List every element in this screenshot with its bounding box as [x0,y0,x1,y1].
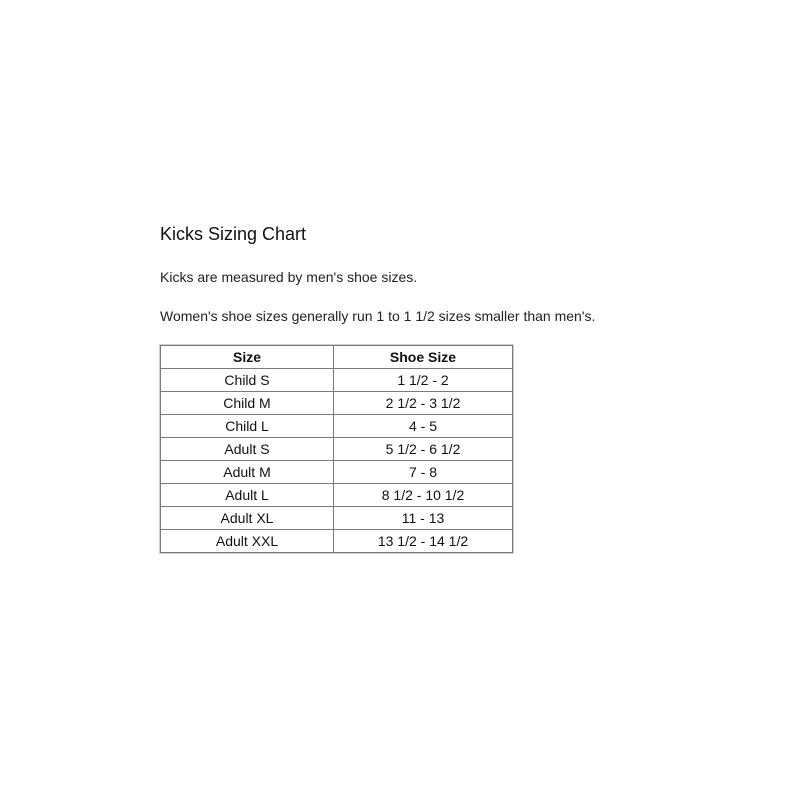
size-cell: Child S [161,369,334,392]
table-row [161,461,513,484]
table-header-row [161,346,513,369]
table-row [161,484,513,507]
size-cell: Adult M [161,461,334,484]
table-row [161,507,513,530]
table-row [161,438,513,461]
shoe-size-cell: 2 1/2 - 3 1/2 [334,392,513,415]
table-row [161,392,513,415]
intro-paragraph: Kicks are measured by men's shoe sizes. [160,269,418,285]
header-shoe-size: Shoe Size [334,346,513,369]
shoe-size-cell: 4 - 5 [334,415,513,438]
size-cell: Adult XL [161,507,334,530]
header-size: Size [161,346,334,369]
table-row [161,415,513,438]
sizing-table [160,345,513,553]
table-row [161,530,513,553]
size-cell: Child L [161,415,334,438]
shoe-size-cell: 11 - 13 [334,507,513,530]
shoe-size-cell: 7 - 8 [334,461,513,484]
page-title: Kicks Sizing Chart [160,224,307,244]
shoe-size-cell: 1 1/2 - 2 [334,369,513,392]
women-size-note: Women's shoe sizes generally run 1 to 1 1/2 sizes smaller than men's. [160,308,596,324]
size-cell: Adult L [161,484,334,507]
sizing-chart-section [160,222,760,553]
table-row [161,369,513,392]
size-cell: Child M [161,392,334,415]
shoe-size-cell: 13 1/2 - 14 1/2 [334,530,513,553]
size-cell: Adult XXL [161,530,334,553]
shoe-size-cell: 5 1/2 - 6 1/2 [334,438,513,461]
size-cell: Adult S [161,438,334,461]
shoe-size-cell: 8 1/2 - 10 1/2 [334,484,513,507]
